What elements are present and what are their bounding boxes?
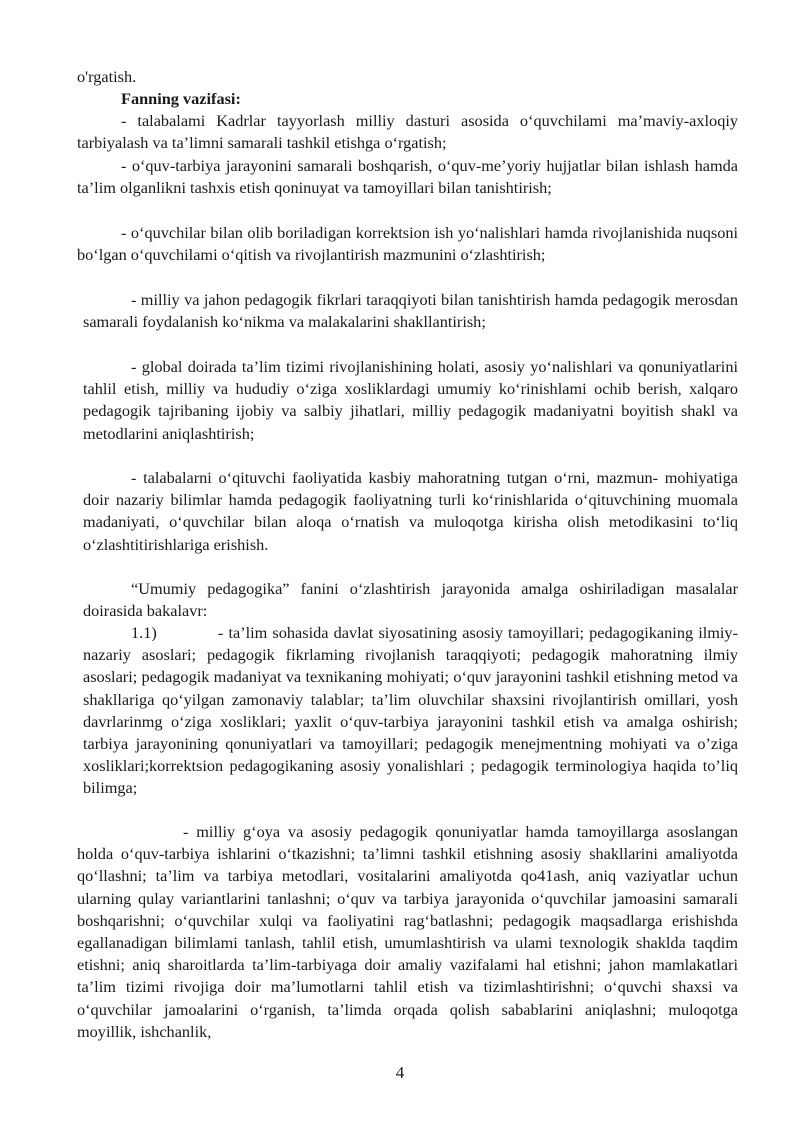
page-number: 4 [395,1063,405,1082]
task-item-3: - o‘quvchilar bilan olib boriladigan korrektsion ish yo‘nalishlari hamda rivojlanishida nuqsoni bo‘lgan o‘quvchilami o‘qitish va rivojlantirish mazmunini o‘zlashtirish; [77,223,738,265]
task-item-5: - global doirada ta’lim tizimi rivojlanishining holati, asosiy yo‘nalishlari va qonuniyatlarini tahlil etish, milliy va hududiy o‘ziga xosliklardagi umumiy ko‘rinishlami ochib berish, xalqaro pedagogik tajribaning ijobiy va salbiy jihatlari, milliy pedagogik madaniyatni boyitish shakl va metodlarini aniqlashtirish; [83,357,738,443]
section-heading: Fanning vazifasi: [121,89,241,108]
skills-paragraph: - milliy g‘oya va asosiy pedagogik qonuniyatlar hamda tamoyillarga asoslangan holda o‘quv-tarbiya ishlarini o‘tkazishni; ta’limni tashkil etishning asosiy shakllarini amaliyotda qo‘llashni; ta’lim va tarbiya metodlari, vositalarini amaliyotda qo41ash, aniq vaziyatlar uchun ularning qulay variantlarini tanlashni; o‘quv va tarbiya jarayonida o‘quvchilar jamoasini samarali boshqarishni; o‘quvchilar xulqi va faoliyatini rag‘batlashni; pedagogik maqsadlarga erishishda egallanadigan bilimlami tanlash, tahlil etish, umumlashtirish va ulami texnologik shaklda taqdim etishni; aniq sharoitlarda ta’lim-tarbiyaga doir amaliy vazifalami hal etishni; jahon mamlakatlari ta’lim tizimi rivojiga doir ma’lumotlarni tahlil etish va tizimlashtirishni; o‘quvchi shaxsi va o‘quvchilar jamoalarini o‘rganish, ta’limda orqada qolish sabablarini aniqlashni; muloqotga moyillik, ishchanlik, [77,822,738,1041]
task-item-4: - milliy va jahon pedagogik fikrlari taraqqiyoti bilan tanishtirish hamda pedagogik merosdan samarali foydalanish ko‘nikma va malakalarini shakllantirish; [83,290,738,332]
paragraph-continuation: o'rgatish. [77,67,137,86]
knowledge-paragraph: 1.1) - ta’lim sohasida davlat siyosatining asosiy tamoyillari; pedagogikaning ilmiy-nazariy asoslari; pedagogik fikrlaming rivojlanish taraqqiyoti; pedagogik mahoratning ilmiy asoslari; pedagogik madaniyat va texnikaning mohiyati; o‘quv jarayonini tashkil etishning metod va shakllariga qo‘yilgan zamonaviy talablar; ta’lim oluvchilar shaxsini rivojlantirish omillari, yosh davrlarinmg o‘ziga xosliklari; yaxlit o‘quv-tarbiya jarayonini tashkil etish va amalga oshirish; tarbiya jarayonining qonuniyatlari va tamoyillari; pedagogik menejmentning mohiyati va o’ziga xosliklari;korrektsion pedagogikaning asosiy yonalishlari ; pedagogik terminologiya haqida to’liq bilimga; [83,623,743,798]
intro-paragraph: “Umumiy pedagogika” fanini o‘zlashtirish jarayonida amalga oshiriladigan masalalar doirasida bakalavr: [83,579,738,621]
task-item-2: - o‘quv-tarbiya jarayonini samarali boshqarish, o‘quv-me’yoriy hujjatlar bilan ishlash hamda ta’lim olganlikni tashxis etish qoninuyat va tamoyillari bilan tanishtirish; [77,156,738,198]
task-item-6: - talabalarni o‘qituvchi faoliyatida kasbiy mahoratning tutgan o‘rni, mazmun- mohiyatiga doir nazariy bilimlar hamda pedagogik faoliyatning turli ko‘rinishlarida o‘qituvchining muomala madaniyati, o‘quvchilar bilan aloqa o‘rnatish va muloqotga kirisha olish metodikasini to‘liq o‘zlashtitirishlariga erishish. [83,468,738,554]
task-item-1: - talabalami Kadrlar tayyorlash milliy dasturi asosida o‘quvchilami ma’maviy-axloqiy tarbiyalash va ta’limni samarali tashkil etishga o‘rgatish; [77,111,738,153]
